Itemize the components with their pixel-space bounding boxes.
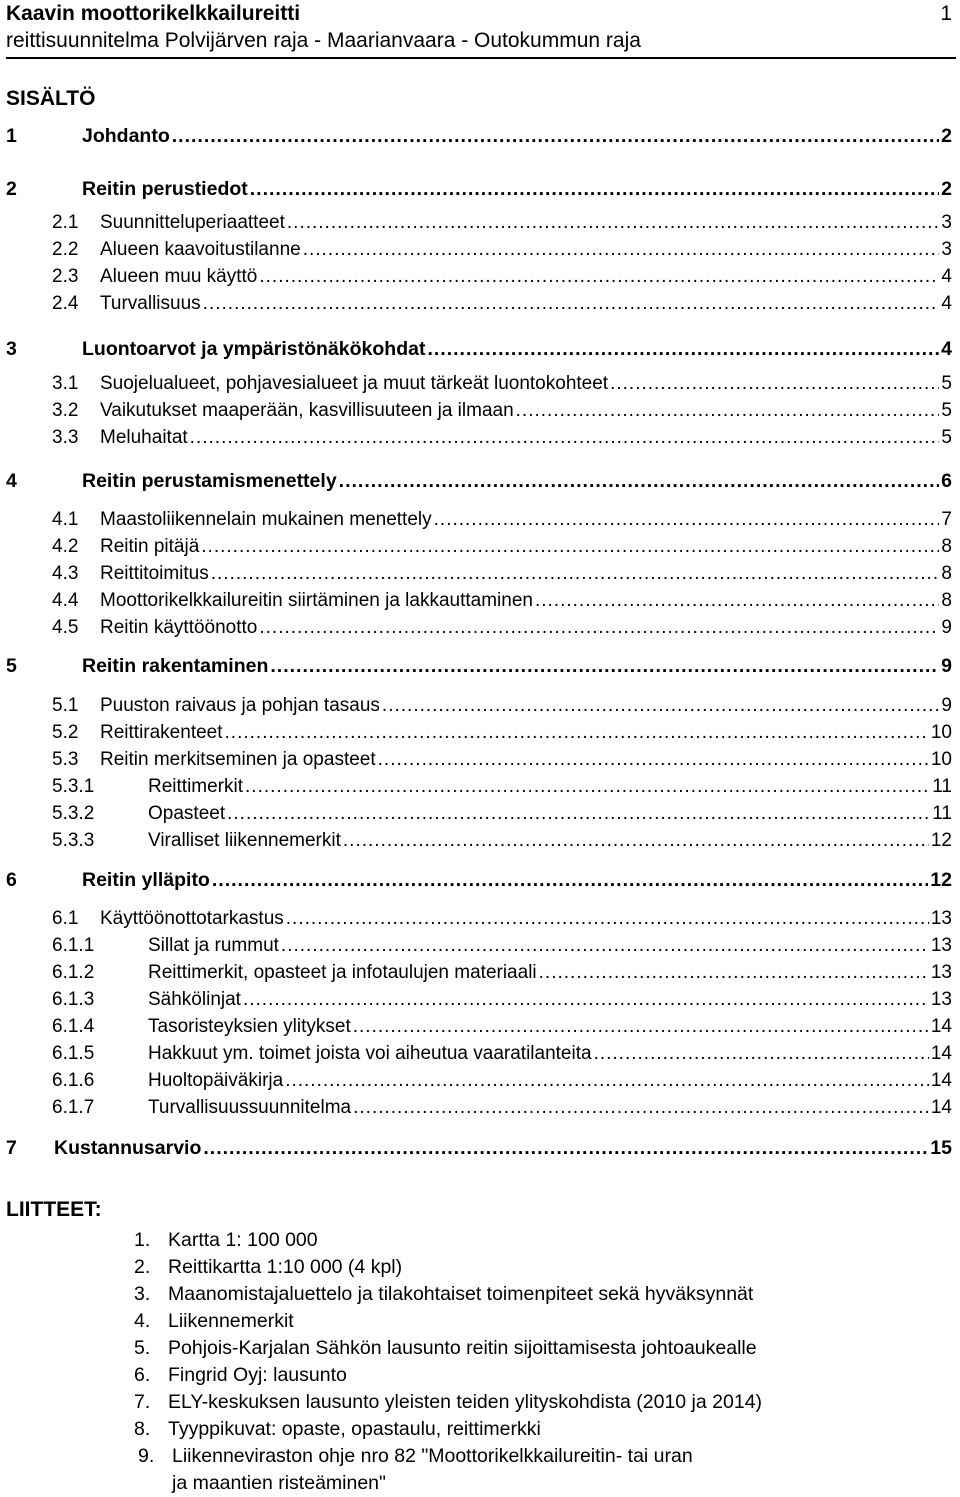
- toc-entry-page: 2: [941, 125, 952, 147]
- toc-entry-title: Luontoarvot ja ympäristönäkökohdat: [82, 338, 426, 360]
- toc-entry-page: 12: [930, 830, 952, 851]
- toc-entry-number: 3.1: [52, 373, 79, 394]
- toc-entry-title: Käyttöönottotarkastus: [100, 908, 284, 929]
- toc-entry-page: 6: [941, 470, 952, 492]
- toc-entry-number: 6.1.1: [52, 935, 95, 956]
- header-rule: [6, 57, 956, 59]
- toc-entry[interactable]: [52, 562, 952, 586]
- toc-entry-number: 6.1.7: [52, 1097, 95, 1118]
- attachment-text: Maanomistajaluettelo ja tilakohtaiset toimenpiteet sekä hyväksynnät: [168, 1283, 754, 1305]
- toc-entry[interactable]: [52, 934, 952, 958]
- toc-entry[interactable]: [52, 589, 952, 613]
- toc-entry-page: 10: [930, 749, 952, 770]
- toc-entry-title: Reitin ylläpito: [82, 869, 210, 891]
- toc-entry-title: Reittirakenteet: [100, 722, 223, 743]
- toc-entry-page: 2: [941, 178, 952, 200]
- attachment-number: 1.: [134, 1229, 151, 1251]
- toc-entry-title: Reitin pitäjä: [100, 536, 200, 557]
- attachment-number: 6.: [134, 1364, 151, 1386]
- toc-entry-number: 3.2: [52, 400, 79, 421]
- attachment-number: 8.: [134, 1418, 151, 1440]
- toc-entry-number: 5.1: [52, 695, 79, 716]
- toc-dot-leader: [259, 265, 939, 289]
- toc-entry-number: 7: [6, 1137, 17, 1159]
- toc-entry[interactable]: [52, 535, 952, 559]
- toc-entry-number: 2: [6, 178, 17, 200]
- toc-entry[interactable]: [52, 907, 952, 931]
- toc-entry-title: Alueen muu käyttö: [100, 266, 258, 287]
- toc-entry-title: Reittimerkit: [148, 776, 244, 797]
- toc-entry[interactable]: [52, 292, 952, 316]
- toc-dot-leader: [339, 469, 939, 493]
- toc-entry-title: Moottorikelkkailureitin siirtäminen ja lakkauttaminen: [100, 590, 533, 611]
- toc-dot-leader: [211, 562, 940, 586]
- attachment-text: Tyyppikuvat: opaste, opastaulu, reittimerkki: [168, 1418, 541, 1440]
- toc-entry-number: 4.5: [52, 617, 79, 638]
- toc-entry-page: 14: [930, 1043, 952, 1064]
- toc-entry-page: 5: [941, 427, 952, 448]
- toc-dot-leader: [203, 1136, 928, 1160]
- attachment-text: ELY-keskuksen lausunto yleisten teiden ylityskohdista (2010 ja 2014): [168, 1391, 763, 1413]
- toc-dot-leader: [225, 721, 929, 745]
- attachment-item: [134, 1228, 318, 1252]
- toc-entry-page: 9: [941, 695, 952, 716]
- attachment-item: [138, 1471, 386, 1495]
- page-number: 1: [940, 2, 952, 25]
- toc-entry[interactable]: [52, 775, 952, 799]
- attachment-item: [134, 1255, 402, 1279]
- toc-entry[interactable]: [52, 988, 952, 1012]
- toc-entry-page: 4: [941, 293, 952, 314]
- toc-dot-leader: [382, 694, 940, 718]
- toc-entry-number: 5.3: [52, 749, 79, 770]
- toc-dot-leader: [303, 238, 940, 262]
- toc-entry[interactable]: [52, 372, 952, 396]
- toc-dot-leader: [172, 124, 939, 148]
- toc-entry-title: Kustannusarvio: [54, 1137, 202, 1159]
- toc-entry-page: 13: [930, 989, 952, 1010]
- toc-entry-number: 6.1.4: [52, 1016, 95, 1037]
- toc-entry[interactable]: [52, 211, 952, 235]
- toc-entry[interactable]: [52, 265, 952, 289]
- toc-entry-number: 5.3.2: [52, 803, 95, 824]
- toc-entry-page: 14: [930, 1016, 952, 1037]
- toc-entry-number: 3: [6, 338, 17, 360]
- toc-entry[interactable]: [52, 721, 952, 745]
- toc-entry-page: 14: [930, 1097, 952, 1118]
- toc-entry[interactable]: [6, 469, 952, 493]
- toc-entry-title: Turvallisuus: [100, 293, 201, 314]
- toc-dot-leader: [594, 1042, 929, 1066]
- toc-entry-page: 3: [941, 239, 952, 260]
- toc-entry-number: 4.2: [52, 536, 79, 557]
- toc-dot-leader: [243, 988, 929, 1012]
- toc-dot-leader: [212, 868, 928, 892]
- attachment-text: Liikenneviraston ohje nro 82 "Moottorikelkkailureitin- tai uran: [172, 1445, 693, 1467]
- toc-dot-leader: [535, 589, 939, 613]
- toc-entry-page: 9: [941, 617, 952, 638]
- attachment-text: Pohjois-Karjalan Sähkön lausunto reitin sijoittamisesta johtoaukealle: [168, 1337, 757, 1359]
- toc-dot-leader: [227, 802, 930, 826]
- attachment-item: [134, 1363, 347, 1387]
- toc-entry-number: 1: [6, 125, 17, 147]
- toc-dot-leader: [201, 535, 939, 559]
- toc-entry[interactable]: [6, 1136, 952, 1160]
- toc-entry-number: 4: [6, 470, 17, 492]
- attachment-number: [138, 1471, 172, 1495]
- toc-entry-number: 6: [6, 869, 17, 891]
- toc-entry-page: 11: [932, 776, 952, 797]
- toc-dot-leader: [190, 426, 940, 450]
- toc-dot-leader: [270, 654, 939, 678]
- toc-entry-title: Reitin rakentaminen: [82, 655, 269, 677]
- toc-entry-page: 4: [941, 338, 952, 360]
- attachment-text: Kartta 1: 100 000: [168, 1229, 318, 1251]
- toc-entry[interactable]: [52, 1015, 952, 1039]
- toc-entry[interactable]: [52, 829, 952, 853]
- document-title: Kaavin moottorikelkkailureitti: [6, 2, 301, 25]
- toc-entry-title: Huoltopäiväkirja: [148, 1070, 284, 1091]
- toc-entry-title: Reittimerkit, opasteet ja infotaulujen materiaali: [148, 962, 537, 983]
- toc-dot-leader: [434, 508, 940, 532]
- toc-entry-number: 6.1.5: [52, 1043, 95, 1064]
- toc-entry-title: Maastoliikennelain mukainen menettely: [100, 509, 432, 530]
- toc-entry-page: 13: [930, 962, 952, 983]
- toc-entry-page: 13: [930, 935, 952, 956]
- toc-entry[interactable]: [52, 1096, 952, 1120]
- toc-entry-page: 10: [930, 722, 952, 743]
- toc-entry-number: 6.1: [52, 908, 79, 929]
- toc-dot-leader: [378, 748, 929, 772]
- toc-entry-number: 2.4: [52, 293, 79, 314]
- toc-entry-title: Reitin perustamismenettely: [82, 470, 337, 492]
- toc-dot-leader: [287, 211, 940, 235]
- toc-entry[interactable]: [6, 124, 952, 148]
- attachment-item: [134, 1336, 757, 1360]
- toc-entry-number: 5.2: [52, 722, 79, 743]
- toc-entry-title: Reittitoimitus: [100, 563, 209, 584]
- toc-dot-leader: [539, 961, 929, 985]
- toc-entry-number: 6.1.3: [52, 989, 95, 1010]
- toc-entry-title: Viralliset liikennemerkit: [148, 830, 341, 851]
- toc-dot-leader: [353, 1096, 929, 1120]
- toc-entry-page: 15: [930, 1137, 952, 1159]
- toc-entry[interactable]: [6, 337, 952, 361]
- attachment-text: Reittikartta 1:10 000 (4 kpl): [168, 1256, 403, 1278]
- attachment-text: Liikennemerkit: [168, 1310, 294, 1332]
- toc-entry[interactable]: [6, 177, 952, 201]
- toc-entry[interactable]: [52, 802, 952, 826]
- toc-entry-title: Tasoristeyksien ylitykset: [148, 1016, 351, 1037]
- attachment-item: [134, 1417, 541, 1441]
- toc-dot-leader: [343, 829, 929, 853]
- toc-dot-leader: [516, 399, 940, 423]
- toc-entry-page: 3: [941, 212, 952, 233]
- toc-entry-number: 3.3: [52, 427, 79, 448]
- attachment-item: [134, 1282, 753, 1306]
- toc-entry[interactable]: [52, 508, 952, 532]
- toc-dot-leader: [286, 907, 929, 931]
- attachments-heading: LIITTEET:: [6, 1198, 102, 1221]
- toc-entry[interactable]: [52, 399, 952, 423]
- toc-entry-number: 2.2: [52, 239, 79, 260]
- toc-entry-page: 8: [941, 563, 952, 584]
- toc-dot-leader: [203, 292, 940, 316]
- attachment-number: 2.: [134, 1256, 151, 1278]
- attachment-number: 4.: [134, 1310, 151, 1332]
- toc-entry[interactable]: [52, 1042, 952, 1066]
- toc-entry-page: 11: [932, 803, 952, 824]
- toc-entry-page: 9: [941, 655, 952, 677]
- toc-entry-number: 5: [6, 655, 17, 677]
- toc-entry-page: 14: [930, 1070, 952, 1091]
- toc-dot-leader: [285, 1069, 929, 1093]
- toc-entry-number: 4.1: [52, 509, 79, 530]
- toc-entry-number: 4.4: [52, 590, 79, 611]
- toc-entry-title: Suunnitteluperiaatteet: [100, 212, 285, 233]
- toc-entry-number: 5.3.3: [52, 830, 95, 851]
- toc-dot-leader: [245, 775, 930, 799]
- toc-entry-number: 6.1.2: [52, 962, 95, 983]
- toc-dot-leader: [250, 177, 939, 201]
- attachment-number: 3.: [134, 1283, 151, 1305]
- toc-entry-number: 2.3: [52, 266, 79, 287]
- toc-heading: SISÄLTÖ: [6, 87, 96, 110]
- attachment-text: Fingrid Oyj: lausunto: [168, 1364, 347, 1386]
- toc-entry-number: 4.3: [52, 563, 79, 584]
- toc-entry[interactable]: [52, 616, 952, 640]
- toc-entry-page: 8: [941, 536, 952, 557]
- toc-entry-title: Hakkuut ym. toimet joista voi aiheutua vaaratilanteita: [148, 1043, 592, 1064]
- toc-entry-number: 6.1.6: [52, 1070, 95, 1091]
- toc-entry-title: Turvallisuussuunnitelma: [148, 1097, 352, 1118]
- attachment-number: 7.: [134, 1391, 151, 1413]
- toc-entry-page: 13: [930, 908, 952, 929]
- toc-entry-title: Johdanto: [82, 125, 170, 147]
- toc-entry-title: Opasteet: [148, 803, 226, 824]
- toc-entry[interactable]: [52, 238, 952, 262]
- toc-entry[interactable]: [6, 868, 952, 892]
- toc-entry-title: Puuston raivaus ja pohjan tasaus: [100, 695, 380, 716]
- toc-dot-leader: [610, 372, 939, 396]
- attachment-text: ja maantien risteäminen": [172, 1472, 386, 1494]
- toc-entry[interactable]: [52, 426, 952, 450]
- document-subtitle: reittisuunnitelma Polvijärven raja - Maarianvaara - Outokummun raja: [6, 29, 641, 52]
- toc-entry-number: 5.3.1: [52, 776, 95, 797]
- toc-entry-title: Suojelualueet, pohjavesialueet ja muut tärkeät luontokohteet: [100, 373, 609, 394]
- toc-entry-title: Reitin perustiedot: [82, 178, 248, 200]
- toc-dot-leader: [427, 337, 939, 361]
- toc-entry-page: 5: [941, 400, 952, 421]
- toc-entry-page: 8: [941, 590, 952, 611]
- toc-entry-title: Vaikutukset maaperään, kasvillisuuteen ja ilmaan: [100, 400, 514, 421]
- toc-entry-page: 7: [941, 509, 952, 530]
- attachment-item: [134, 1309, 294, 1333]
- toc-entry-title: Reitin käyttöönotto: [100, 617, 258, 638]
- toc-dot-leader: [281, 934, 929, 958]
- attachment-item: [138, 1444, 693, 1468]
- toc-dot-leader: [353, 1015, 929, 1039]
- toc-entry[interactable]: [52, 1069, 952, 1093]
- attachment-number: 5.: [134, 1337, 151, 1359]
- toc-entry[interactable]: [52, 748, 952, 772]
- toc-entry-page: 12: [930, 869, 952, 891]
- toc-entry-title: Sillat ja rummut: [148, 935, 279, 956]
- toc-entry-title: Alueen kaavoitustilanne: [100, 239, 301, 260]
- toc-entry[interactable]: [52, 694, 952, 718]
- toc-entry-title: Meluhaitat: [100, 427, 188, 448]
- toc-dot-leader: [259, 616, 939, 640]
- attachment-item: [134, 1390, 762, 1414]
- toc-entry-title: Reitin merkitseminen ja opasteet: [100, 749, 376, 770]
- toc-entry[interactable]: [52, 961, 952, 985]
- attachment-number: 9.: [138, 1445, 155, 1467]
- toc-entry[interactable]: [6, 654, 952, 678]
- toc-entry-page: 4: [941, 266, 952, 287]
- toc-entry-title: Sähkölinjat: [148, 989, 241, 1010]
- toc-entry-number: 2.1: [52, 212, 79, 233]
- toc-entry-page: 5: [941, 373, 952, 394]
